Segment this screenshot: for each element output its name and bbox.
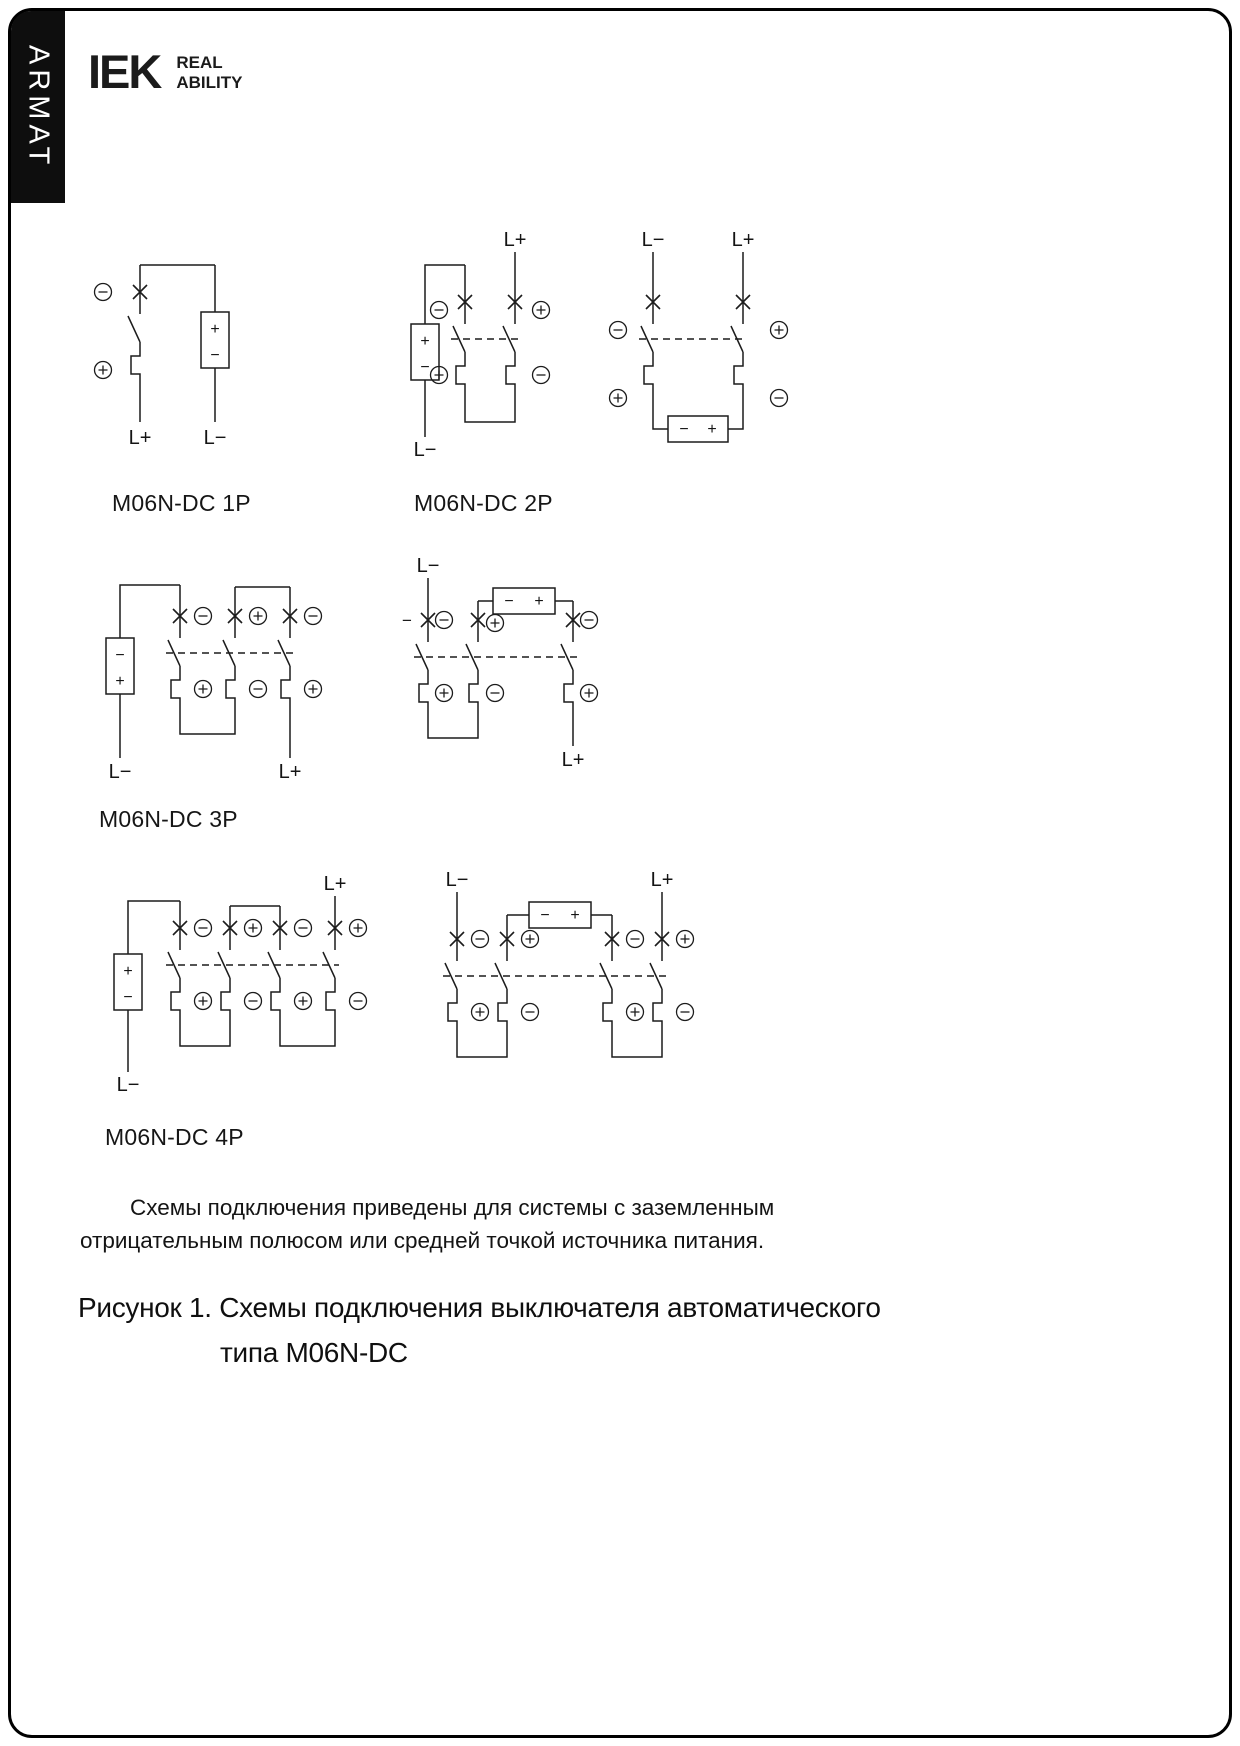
line-label-lminus: L−	[203, 427, 227, 449]
source-plus-label: +	[570, 907, 580, 924]
schematic-4p-left	[100, 873, 380, 1106]
polarity-minus-icon	[436, 612, 453, 629]
note-paragraph	[80, 1192, 890, 1257]
line-label-lminus: L−	[445, 869, 469, 891]
diagram-label-1p: M06N-DC 1P	[112, 490, 251, 516]
wires	[416, 578, 573, 746]
tagline-line: REAL	[176, 53, 223, 72]
polarity-minus-icon	[522, 1004, 539, 1021]
line-label-lplus: L+	[128, 427, 152, 449]
polarity-plus-icon	[533, 302, 550, 319]
pole-minus-mark: −	[402, 611, 412, 630]
line-label-lminus: L−	[116, 1074, 140, 1096]
source-plus-label: +	[420, 333, 430, 350]
polarity-minus-icon	[305, 608, 322, 625]
source-minus-label: −	[420, 359, 430, 376]
brand-tagline	[176, 48, 242, 93]
polarity-minus-icon	[627, 931, 644, 948]
schematic-4p-right	[432, 869, 702, 1082]
wires	[445, 892, 662, 1057]
line-label-lplus: L+	[650, 869, 674, 891]
line-label-lminus: L−	[413, 439, 437, 461]
source-box	[529, 902, 591, 928]
polarity-plus-icon	[195, 681, 212, 698]
source-plus-label: +	[115, 673, 125, 690]
source-minus-label: −	[540, 907, 550, 924]
polarity-minus-icon	[771, 390, 788, 407]
source-minus-label: −	[679, 421, 689, 438]
polarity-plus-icon	[771, 322, 788, 339]
polarity-minus-icon	[245, 993, 262, 1010]
polarity-plus-icon	[677, 931, 694, 948]
diagram-label-4p: M06N-DC 4P	[105, 1124, 244, 1150]
polarity-plus-icon	[487, 615, 504, 632]
source-plus-label: +	[534, 593, 544, 610]
line-label-lminus: L−	[108, 761, 132, 783]
line-label-lplus: L+	[503, 229, 527, 251]
wires	[128, 265, 215, 422]
polarity-minus-icon	[95, 284, 112, 301]
polarity-plus-icon	[95, 362, 112, 379]
source-minus-label: −	[210, 347, 220, 364]
source-plus-label: +	[210, 321, 220, 338]
line-label-lplus: L+	[561, 749, 585, 771]
wires	[641, 252, 743, 429]
caption-line: типа M06N-DC	[220, 1336, 408, 1368]
figure-caption	[78, 1286, 881, 1376]
schematic-3p-left	[95, 570, 335, 785]
polarity-plus-icon	[627, 1004, 644, 1021]
iek-logo: IEK	[88, 45, 161, 98]
polarity-plus-icon	[436, 685, 453, 702]
tagline-line: ABILITY	[176, 73, 243, 93]
polarity-plus-icon	[350, 920, 367, 937]
schematic-3p-right	[398, 555, 633, 788]
polarity-minus-icon	[610, 322, 627, 339]
polarity-minus-icon	[250, 681, 267, 698]
polarity-plus-icon	[295, 993, 312, 1010]
polarity-minus-icon	[295, 920, 312, 937]
armat-label: ARMAT	[22, 44, 55, 170]
brand-logo	[88, 45, 243, 98]
schematic-2p-right	[598, 229, 798, 467]
diagram-label-3p: M06N-DC 3P	[99, 806, 238, 832]
polarity-minus-icon	[677, 1004, 694, 1021]
line-label-lplus: L+	[278, 761, 302, 783]
line-label-lminus: L−	[416, 555, 440, 577]
wires	[128, 896, 335, 1072]
polarity-minus-icon	[350, 993, 367, 1010]
polarity-minus-icon	[431, 302, 448, 319]
polarity-plus-icon	[305, 681, 322, 698]
source-minus-label: −	[504, 593, 514, 610]
polarity-plus-icon	[250, 608, 267, 625]
polarity-plus-icon	[522, 931, 539, 948]
note-line: Схемы подключения приведены для системы с заземленным	[130, 1195, 775, 1220]
polarity-minus-icon	[195, 920, 212, 937]
polarity-plus-icon	[581, 685, 598, 702]
line-label-lplus: L+	[731, 229, 755, 251]
schematic-2p-left	[395, 229, 585, 467]
polarity-minus-icon	[195, 608, 212, 625]
caption-line: Рисунок 1. Схемы подключения выключателя автоматического	[78, 1292, 881, 1323]
polarity-minus-icon	[533, 367, 550, 384]
note-line: отрицательным полюсом или средней точкой источника питания.	[80, 1227, 765, 1253]
source-minus-label: −	[123, 989, 133, 1006]
polarity-minus-icon	[487, 685, 504, 702]
diagram-label-2p: M06N-DC 2P	[414, 490, 553, 516]
polarity-plus-icon	[195, 993, 212, 1010]
polarity-plus-icon	[472, 1004, 489, 1021]
polarity-minus-icon	[472, 931, 489, 948]
source-box	[668, 416, 728, 442]
source-box	[493, 588, 555, 614]
schematic-1p	[85, 250, 255, 465]
polarity-minus-icon	[581, 612, 598, 629]
source-plus-label: +	[123, 963, 133, 980]
line-label-lminus: L−	[641, 229, 665, 251]
armat-side-tab	[11, 11, 65, 203]
polarity-plus-icon	[610, 390, 627, 407]
source-plus-label: +	[707, 421, 717, 438]
line-label-lplus: L+	[323, 873, 347, 895]
source-minus-label: −	[115, 647, 125, 664]
polarity-plus-icon	[245, 920, 262, 937]
